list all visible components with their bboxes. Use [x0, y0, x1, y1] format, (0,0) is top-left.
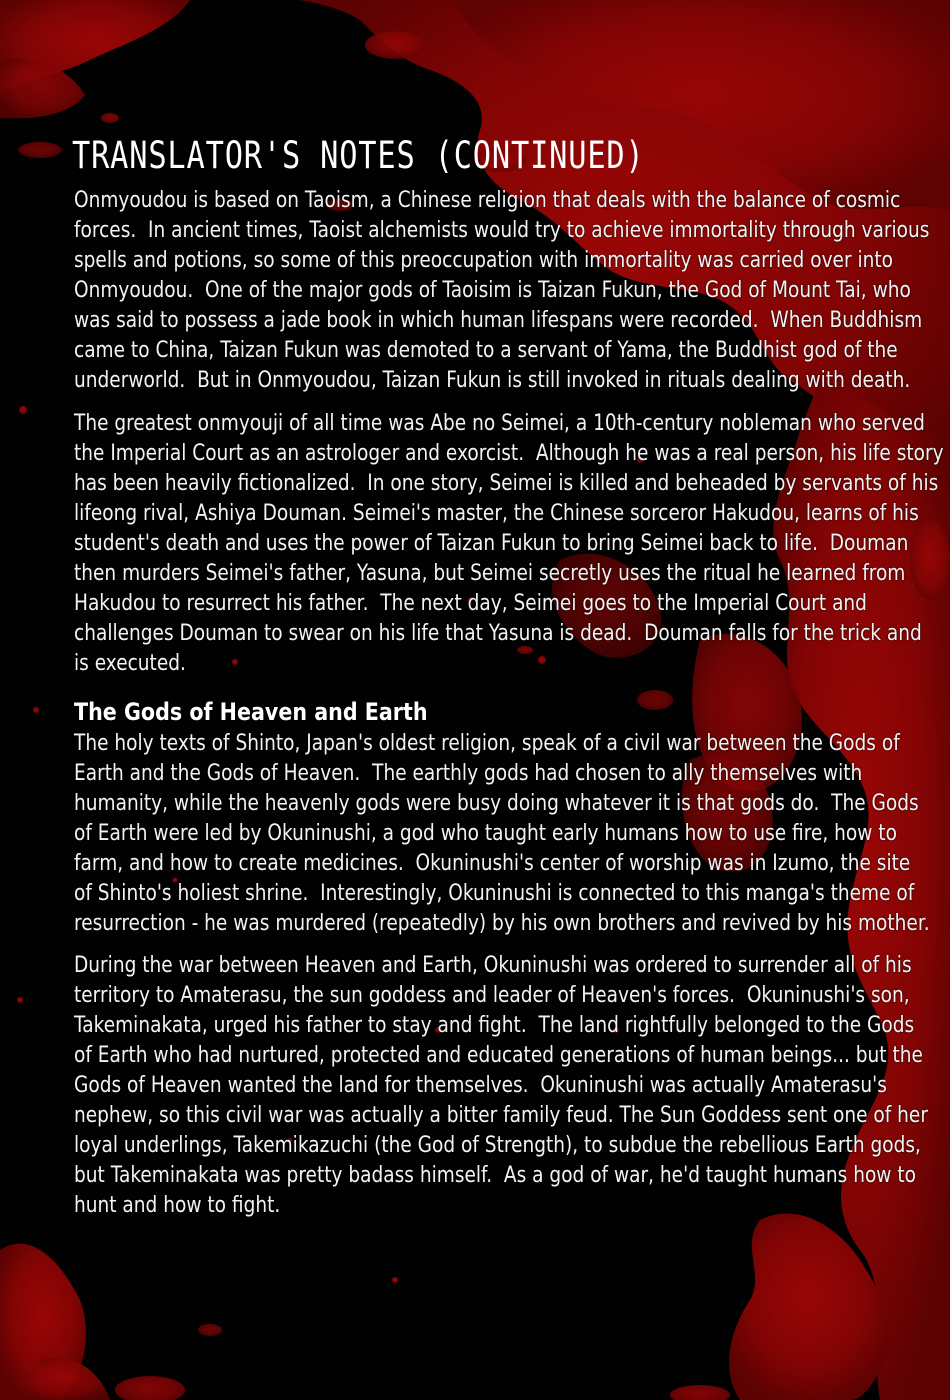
paragraph-onmyoudou: Onmyoudou is based on Taoism, a Chinese religion that deals with the balance of cosmic forces. In ancient times, Taoist alchemists would try to achieve immortality through various spells and potions, so some of this preoccupation with immortality was carried over into Onmyoudou. One of the major gods of Taoisim is Taizan Fukun, the God of Mount Tai, who was said to possess a jade book in which human lifespans were recorded. When Buddhism came to China, Taizan Fukun was demoted to a servant of Yama, the Buddhist god of the underworld. But in Onmyoudou, Taizan Fukun is still invoked in rituals dealing with death. — [74, 188, 930, 393]
page-title: TRANSLATOR'S NOTES (CONTINUED) — [72, 134, 645, 177]
section-heading: The Gods of Heaven and Earth — [74, 698, 428, 726]
paragraph-shinto-civil-war: The holy texts of Shinto, Japan's oldest religion, speak of a civil war between the Gods of Earth and the Gods of Heaven. The earthly gods had chosen to ally themselves with humanity, while the heavenly gods were busy doing whatever it is that gods do. The Gods of Earth were led by Okuninushi, a god who taught early humans how to use fire, how to farm, and how to create medicines. Okuninushi's center of worship was in Izumo, the site of Shinto's holiest shrine. Interestingly, Okuninushi is connected to this manga's theme of resurrection - he was murdered (repeatedly) by his own brothers and revived by his mother. — [74, 731, 930, 936]
paragraph-abe-no-seimei: The greatest onmyouji of all time was Abe no Seimei, a 10th-century nobleman who served the Imperial Court as an astrologer and exorcist. Although he was a real person, his life story has been heavily fictionalized. In one story, Seimei is killed and beheaded by servants of his lifeong rival, Ashiya Douman. Seimei's master, the Chinese sorceror Hakudou, learns of his student's death and uses the power of Taizan Fukun to bring Seimei back to life. Douman then murders Seimei's father, Yasuna, but Seimei secretly uses the ritual he learned from Hakudou to resurrect his father. The next day, Seimei goes to the Imperial Court and challenges Douman to swear on his life that Yasuna is dead. Douman falls for the trick and is executed. — [74, 411, 944, 676]
paragraph-heaven-earth-war: During the war between Heaven and Earth, Okuninushi was ordered to surrender all of his territory to Amaterasu, the sun goddess and leader of Heaven's forces. Okuninushi's son, Takeminakata, urged his father to stay and fight. The land rightfully belonged to the Gods of Earth who had nurtured, protected and educated generations of human beings... but the Gods of Heaven wanted the land for themselves. Okuninushi was actually Amaterasu's nephew, so this civil war was actually a bitter family feud. The Sun Goddess sent one of her loyal underlings, Takemikazuchi (the God of Strength), to subdue the rebellious Earth gods, but Takeminakata was pretty badass himself. As a god of war, he'd taught humans how to hunt and how to fight. — [74, 953, 928, 1218]
